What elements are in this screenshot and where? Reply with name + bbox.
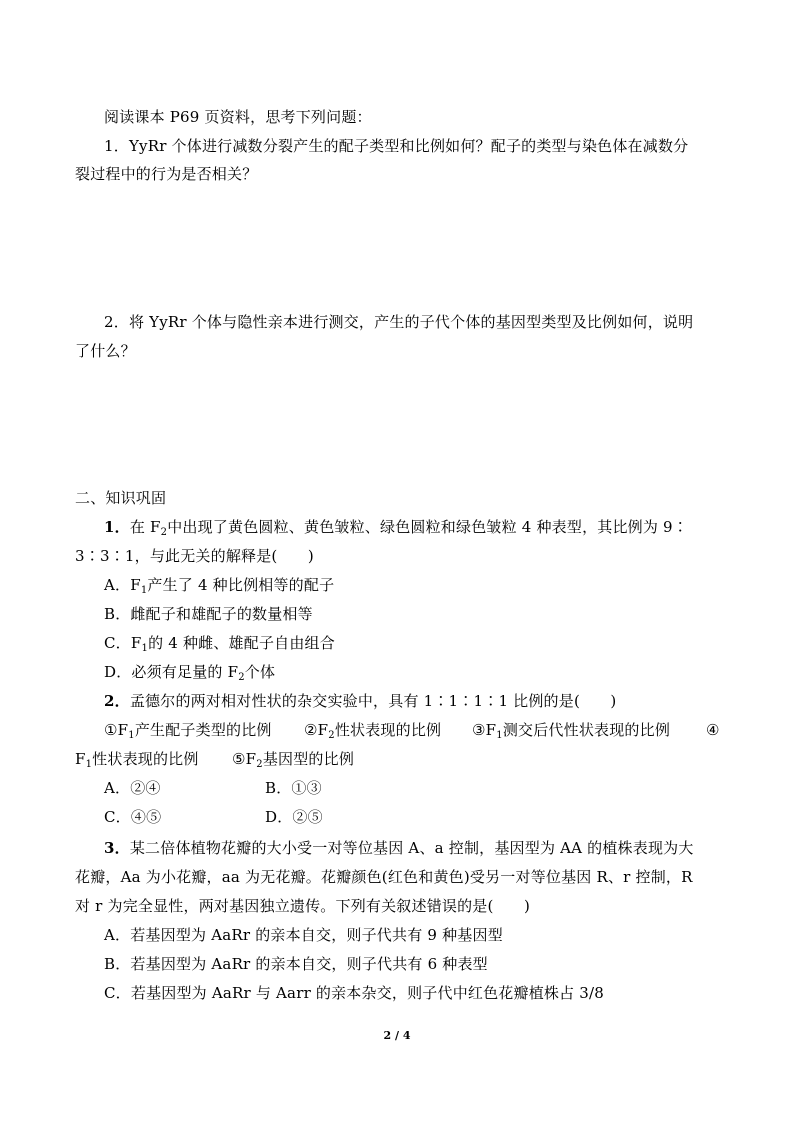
exercise-3-option-a: A．若基因型为 AaRr 的亲本自交，则子代共有 9 种基因型 — [104, 926, 503, 944]
question-1-line-2: 裂过程中的行为是否相关？ — [75, 165, 258, 183]
exercise-3-line-3: 对 r 为完全显性，两对基因独立遗传。下列有关叙述错误的是( ) — [75, 897, 531, 915]
exercise-2-number: 2． — [104, 692, 130, 710]
exercise-3-line-1: 3．某二倍体植物花瓣的大小受一对等位基因 A、a 控制，基因型为 AA 的植株表现为大 — [104, 839, 694, 857]
exercise-1-number: 1． — [104, 518, 130, 536]
exercise-2-line-1: 2．孟德尔的两对相对性状的杂交实验中，具有 1∶1∶1∶1 比例的是( ) — [104, 692, 617, 710]
exercise-3-option-c: C．若基因型为 AaRr 与 Aarr 的亲本杂交，则子代中红色花瓣植株占 3/8 — [104, 984, 605, 1002]
exercise-1-option-b: B．雌配子和雄配子的数量相等 — [104, 605, 313, 623]
exercise-1-option-c: C．$F_1$的 4 种雌、雄配子自由组合 — [104, 634, 335, 654]
exercise-3-number: 3． — [104, 839, 130, 857]
question-2-line-2: 了什么？ — [75, 342, 136, 360]
exercise-1-line-2: 3∶3∶1，与此无关的解释是( ) — [75, 547, 314, 565]
exercise-2-item-2: $②F_2$性状表现的比例 — [304, 721, 442, 741]
intro-text: 阅读课本 P69 页资料，思考下列问题： — [104, 108, 372, 126]
exercise-2-item-4: $F_1$性状表现的比例 — [75, 750, 199, 770]
exercise-2-item-5: $⑤F_2$基因型的比例 — [232, 750, 355, 770]
exercise-1-option-a: A．$F_1$产生了 4 种比例相等的配子 — [104, 576, 335, 596]
exercise-2-item-3: $③F_1$测交后代性状表现的比例 — [472, 721, 671, 741]
section-title: 二、知识巩固 — [75, 489, 167, 507]
exercise-2-item-1: $①F_1$产生配子类型的比例 — [104, 721, 272, 741]
exercise-3-line-2: 花瓣，Aa 为小花瓣，aa 为无花瓣。花瓣颜色(红色和黄色)受另一对等位基因 R、r 控制，R — [75, 868, 693, 886]
page-number: 2 / 4 — [383, 1029, 411, 1042]
exercise-2-option-b: B．①③ — [265, 779, 322, 797]
exercise-2-item-4-marker: ④ — [706, 721, 720, 739]
exercise-2-option-d: D．②⑤ — [265, 808, 323, 826]
question-2-line-1: 2．将 YyRr 个体与隐性亲本进行测交，产生的子代个体的基因型类型及比例如何，说明 — [104, 313, 694, 331]
exercise-3-option-b: B．若基因型为 AaRr 的亲本自交，则子代共有 6 种表型 — [104, 955, 488, 973]
exercise-1-option-d: D．必须有足量的 $F_2$个体 — [104, 663, 276, 683]
exercise-2-option-c: C．④⑤ — [104, 808, 162, 826]
exercise-1-line-1: 1．在 $F_2$中出现了黄色圆粒、黄色皱粒、绿色圆粒和绿色皱粒 4 种表型，其比例为 9∶ — [104, 518, 688, 538]
exercise-2-option-a: A．②④ — [104, 779, 161, 797]
question-1-line-1: 1．YyRr 个体进行减数分裂产生的配子类型和比例如何？配子的类型与染色体在减数分 — [104, 137, 689, 155]
